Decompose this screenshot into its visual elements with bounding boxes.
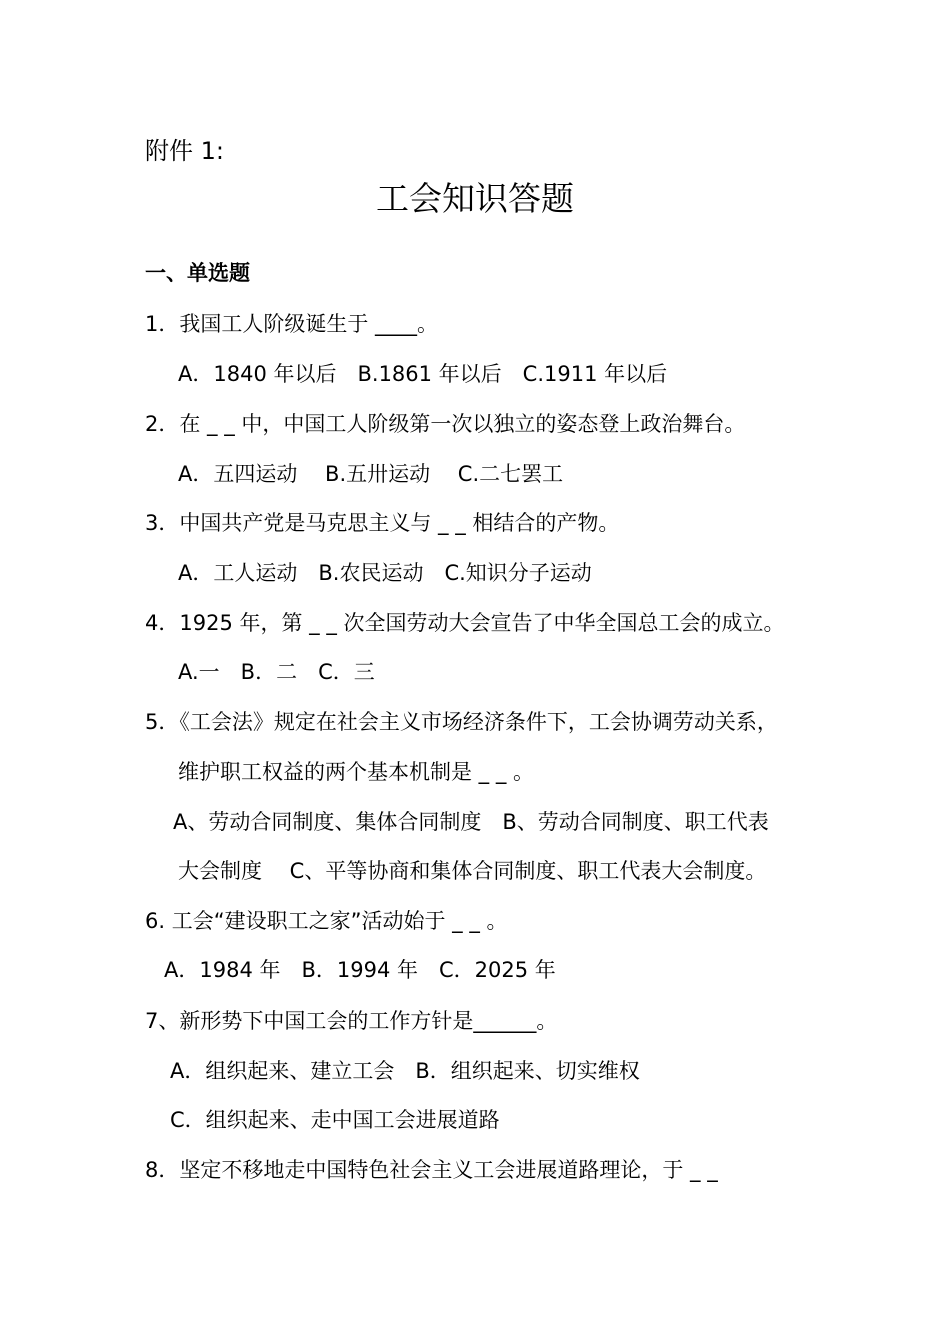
question-4: 4．1925 年，第 _ _ 次全国劳动大会宣告了中华全国总工会的成立。	[145, 611, 785, 635]
question-5-options-continued: 大会制度 C、平等协商和集体合同制度、职工代表大会制度。	[178, 859, 767, 883]
question-8: 8．坚定不移地走中国特色社会主义工会进展道路理论，于 _ _	[145, 1158, 718, 1182]
attachment-label: 附件 1:	[145, 137, 224, 165]
question-5: 5．《工会法》规定在社会主义市场经济条件下，工会协调劳动关系，	[145, 710, 778, 734]
question-1-options: A．1840 年以后 B.1861 年以后 C.1911 年以后	[178, 362, 668, 386]
question-6: 6. 工会“建设职工之家”活动始于 _ _ 。	[145, 909, 508, 933]
question-3-options: A．工人运动 B.农民运动 C.知识分子运动	[178, 561, 592, 585]
question-7-options-line-1: A．组织起来、建立工会 B．组织起来、切实维权	[170, 1059, 640, 1083]
question-2-options: A．五四运动 B.五卅运动 C.二七罢工	[178, 462, 564, 486]
question-5-continued: 维护职工权益的两个基本机制是 _ _ 。	[178, 760, 535, 784]
question-1: 1．我国工人阶级诞生于 ____。	[145, 312, 439, 336]
question-6-options: A．1984 年 B．1994 年 C．2025 年	[164, 958, 556, 982]
question-2: 2．在 _ _ 中，中国工人阶级第一次以独立的姿态登上政治舞台。	[145, 412, 746, 436]
question-5-options: A、劳动合同制度、集体合同制度 B、劳动合同制度、职工代表	[173, 810, 769, 834]
question-7: 7、新形势下中国工会的工作方针是______。	[145, 1009, 558, 1033]
section-heading: 一、单选题	[145, 261, 250, 285]
question-3: 3．中国共产党是马克思主义与 _ _ 相结合的产物。	[145, 511, 620, 535]
document-title: 工会知识答题	[376, 179, 574, 218]
question-4-options: A.一 B．二 C．三	[178, 660, 375, 684]
question-7-options-line-2: C．组织起来、走中国工会进展道路	[170, 1108, 500, 1132]
